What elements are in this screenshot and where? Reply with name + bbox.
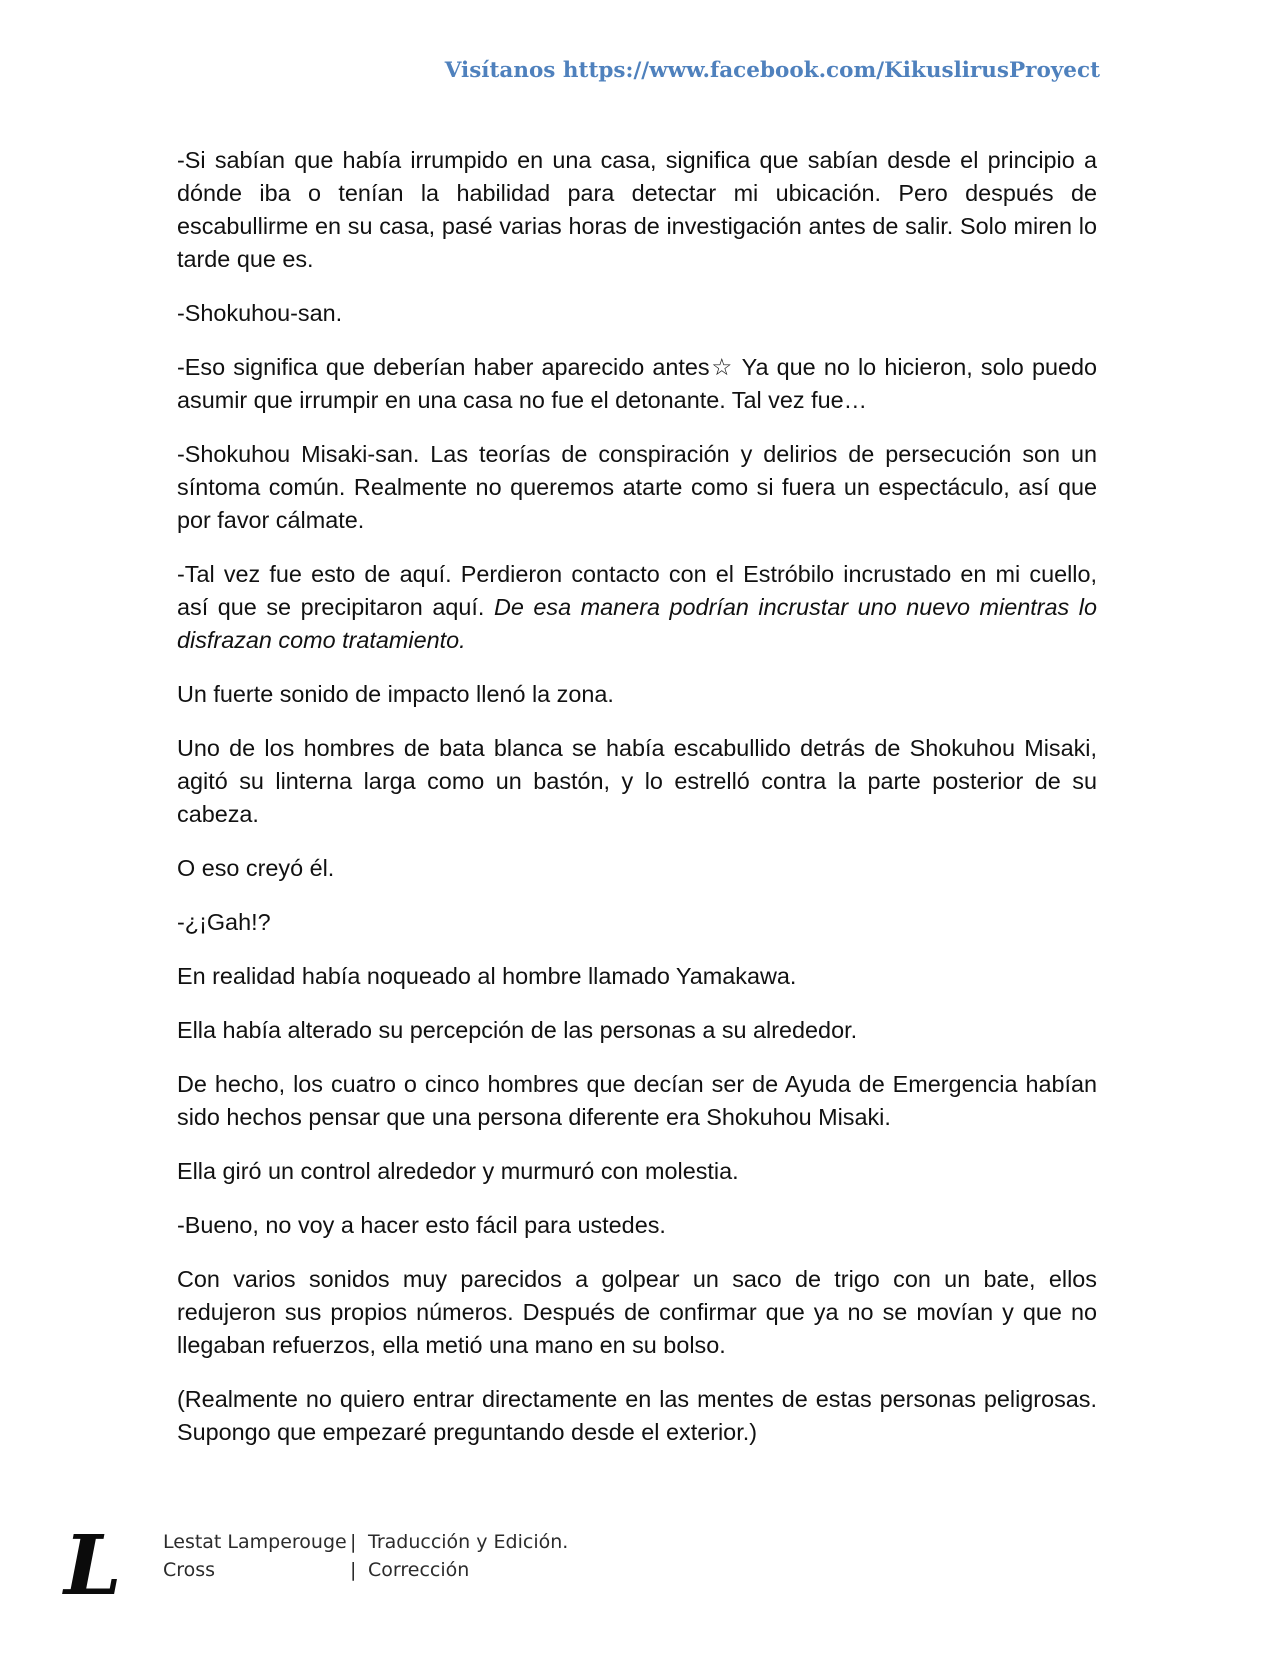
gothic-l-logo: L	[64, 1518, 122, 1614]
paragraph: -¿¡Gah!?	[177, 909, 271, 935]
paragraph: -Shokuhou Misaki-san. Las teorías de conspiración y delirios de persecución son un síntoma común. Realmente no queremos atarte como si fuera un espectáculo, así que por favor cálmate.	[177, 441, 1097, 533]
paragraph: De hecho, los cuatro o cinco hombres que decían ser de Ayuda de Emergencia habían sido hechos pensar que una persona diferente era Shokuhou Misaki.	[177, 1071, 1097, 1130]
paragraph: Un fuerte sonido de impacto llenó la zona.	[177, 681, 614, 707]
credit-row-translator	[163, 1528, 568, 1556]
credit-role: Traducción y Edición.	[368, 1531, 569, 1553]
paragraph	[177, 558, 1097, 657]
paragraph: -Eso significa que deberían haber aparecido antes☆ Ya que no lo hicieron, solo puedo asumir que irrumpir en una casa no fue el detonante. Tal vez fue…	[177, 354, 1097, 413]
paragraph: (Realmente no quiero entrar directamente en las mentes de estas personas peligrosas. Supongo que empezaré preguntando desde el exterior.)	[177, 1386, 1097, 1445]
credit-separator: |	[350, 1559, 357, 1581]
paragraph: Con varios sonidos muy parecidos a golpear un saco de trigo con un bate, ellos redujeron sus propios números. Después de confirmar que ya no se movían y que no llegaban refuerzos, ella metió una mano en su bolso.	[177, 1266, 1097, 1358]
facebook-link-header[interactable]: Visítanos https://www.facebook.com/KikuslirusProyect	[444, 58, 1100, 83]
document-body	[177, 144, 1097, 1470]
paragraph-text: -Tal vez fue esto de aquí. Perdieron contacto con el Estróbilo incrustado en mi cuello, así que se precipitaron aquí.	[177, 561, 1097, 620]
footer-credits	[163, 1528, 568, 1584]
paragraph: Ella giró un control alrededor y murmuró con molestia.	[177, 1158, 739, 1184]
credit-name: Cross	[163, 1559, 216, 1581]
paragraph: -Si sabían que había irrumpido en una casa, significa que sabían desde el principio a dónde iba o tenían la habilidad para detectar mi ubicación. Pero después de escabullirme en su casa, pasé varias horas de investigación antes de salir. Solo miren lo tarde que es.	[177, 147, 1097, 272]
paragraph: En realidad había noqueado al hombre llamado Yamakawa.	[177, 963, 797, 989]
paragraph: -Bueno, no voy a hacer esto fácil para ustedes.	[177, 1212, 666, 1238]
italic-text: De esa manera podrían incrustar uno nuevo mientras lo disfrazan como tratamiento.	[177, 594, 1097, 653]
paragraph: Uno de los hombres de bata blanca se había escabullido detrás de Shokuhou Misaki, agitó su linterna larga como un bastón, y lo estrelló contra la parte posterior de su cabeza.	[177, 735, 1097, 827]
paragraph: O eso creyó él.	[177, 855, 335, 881]
credit-row-proofreader	[163, 1556, 568, 1584]
paragraph: Ella había alterado su percepción de las personas a su alrededor.	[177, 1017, 858, 1043]
paragraph: -Shokuhou-san.	[177, 300, 343, 326]
credit-separator: |	[350, 1531, 357, 1553]
credit-name: Lestat Lamperouge	[163, 1531, 347, 1553]
credit-role: Corrección	[368, 1559, 470, 1581]
